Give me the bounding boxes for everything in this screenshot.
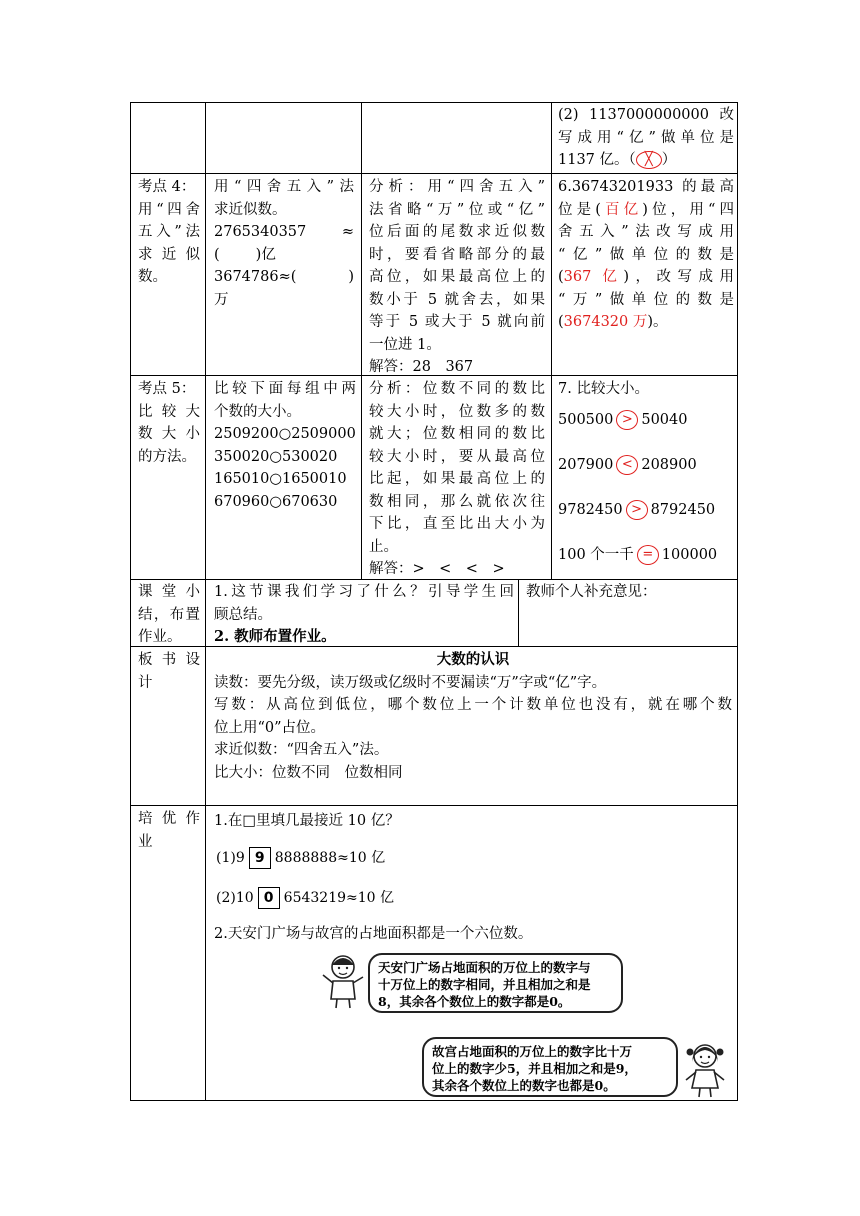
bubble-line: 8，其余各个数位上的数字都是0。 xyxy=(378,994,571,1009)
board-content xyxy=(214,649,732,784)
label-line: 计 xyxy=(138,674,153,691)
label-line: 五入”法 xyxy=(138,224,200,240)
text-span: 8792450 xyxy=(650,501,716,518)
text-span: ( xyxy=(214,246,220,263)
text-line: 舍五入”法改写成用 xyxy=(558,224,734,240)
extra-q1 xyxy=(214,810,714,833)
row5-content xyxy=(214,378,356,513)
label-line: 培优作 xyxy=(138,811,200,827)
text-span: 6543219≈10 亿 xyxy=(283,890,395,906)
text-line: 用“四舍五入”法 xyxy=(214,179,354,195)
label-line: 考点 4： xyxy=(138,179,196,195)
text-line: 比起，如果最高位上的 xyxy=(369,471,545,487)
text-line: 求近似数：“四舍五入”法。 xyxy=(214,742,389,758)
text-line: 位上用“0”占位。 xyxy=(214,719,326,736)
text-line xyxy=(558,266,734,289)
text-line: 教师个人补充意见： xyxy=(526,584,657,600)
bubble-line: 十万位上的数字相同，并且相加之和是 xyxy=(378,977,591,992)
bubble-line: 位上的数字少5，并且相加之和是9， xyxy=(432,1061,637,1076)
bubble-line: 其余各个数位上的数字也都是0。 xyxy=(432,1078,616,1093)
text-span: 8888888≈10 亿 xyxy=(274,850,386,866)
answer-box: 0 xyxy=(258,887,280,909)
text-span: 2765340357 xyxy=(214,224,307,240)
text-line: “亿”做单位的数是 xyxy=(558,246,734,263)
bubble-line: 故宫占地面积的万位上的数字比十万 xyxy=(432,1044,633,1059)
row5-exercise xyxy=(558,378,734,578)
text-line: 高位，如果最高位上的 xyxy=(369,269,545,285)
answer-box: 9 xyxy=(249,847,271,869)
text-line: 时，要看省略部分的最 xyxy=(369,246,545,263)
compare-item xyxy=(558,533,734,578)
text-line: 350020○530020 xyxy=(214,448,338,465)
text-line: 就大；位数相同的数比 xyxy=(369,426,545,442)
label-line: 数。 xyxy=(138,269,167,285)
text-line: (2) 1137000000000 改 xyxy=(558,107,734,123)
label-line: 求近似 xyxy=(138,246,200,263)
text-span: ≈ xyxy=(341,224,354,240)
row4-analysis xyxy=(369,176,545,379)
cross-mark-icon: ╳ xyxy=(636,151,662,169)
text-line: 一位进 1。 xyxy=(369,336,441,353)
text-span: 100000 xyxy=(661,546,718,563)
summary-label xyxy=(138,581,200,649)
answer-sign: = xyxy=(637,545,659,565)
text-line: 比较下面每组中两 xyxy=(214,381,356,397)
text-line xyxy=(214,266,354,289)
teacher-notes xyxy=(526,581,734,604)
text-line: 1.这节课我们学习了什么？引导学生回 xyxy=(214,584,514,600)
compare-item xyxy=(558,398,734,443)
text-line: 写数：从高位到低位，哪个数位上一个计数单位也没有，就在哪个数 xyxy=(214,697,732,713)
speech-bubble-girl xyxy=(422,1037,678,1097)
row-top-exercise xyxy=(558,104,734,172)
label-line: 业 xyxy=(138,833,153,850)
text-span: )位，用“四 xyxy=(642,201,734,218)
text-span: ) xyxy=(348,269,354,285)
text-span: 3674786≈( xyxy=(214,269,297,285)
text-line: 写成用“亿”做单位是 xyxy=(558,129,734,146)
text-line: 等于 5 或大于 5 就向前 xyxy=(369,314,545,330)
text-line xyxy=(214,244,354,267)
text-line: 2. 教师布置作业。 xyxy=(214,628,336,645)
text-line: 解答：> < < > xyxy=(369,561,505,577)
label-line: 考点 5： xyxy=(138,381,196,397)
compare-item xyxy=(558,443,734,488)
text-line xyxy=(558,311,734,334)
text-line: 分析：位数不同的数比 xyxy=(369,381,545,397)
label-line: 作业。 xyxy=(138,629,182,645)
board-title: 大数的认识 xyxy=(436,651,510,668)
label-line: 课堂小 xyxy=(138,584,200,600)
text-span: ( xyxy=(558,269,564,285)
text-line: 求近似数。 xyxy=(214,201,287,218)
boy-figure-icon xyxy=(318,951,368,1009)
text-line: 数小于 5 就舍去，如果 xyxy=(369,291,545,308)
text-line xyxy=(558,149,734,172)
text-span: 9782450 xyxy=(558,501,623,518)
summary-content xyxy=(214,581,514,649)
answer-sign: > xyxy=(626,500,648,520)
q1-part2 xyxy=(216,887,394,909)
text-line: 670960○670630 xyxy=(214,493,338,510)
text-line: 个数的大小。 xyxy=(214,403,301,420)
answer-text: 百亿 xyxy=(600,201,643,218)
text-span: ） xyxy=(661,152,677,168)
text-span: 位是( xyxy=(558,201,601,218)
compare-item xyxy=(558,488,734,533)
text-span: )。 xyxy=(647,314,668,330)
text-line: “万”做单位的数是 xyxy=(558,291,734,308)
text-line: 数相同，那么就依次往 xyxy=(369,493,545,510)
text-span: 50040 xyxy=(641,411,688,428)
text-span: (2)10 xyxy=(216,890,254,906)
text-line xyxy=(214,221,354,244)
text-span: )，改写成用 xyxy=(623,269,734,285)
text-line xyxy=(558,199,734,222)
row5-label xyxy=(138,378,200,468)
extra-q2 xyxy=(214,923,714,946)
text-line: 下比，直至比出大小为 xyxy=(369,516,545,532)
text-line: 165010○1650010 xyxy=(214,471,347,487)
extra-label xyxy=(138,808,200,853)
label-line: 结，布置 xyxy=(138,606,200,623)
text-line: 较大小时，要从最高位 xyxy=(369,448,545,465)
label-line: 的方法。 xyxy=(138,448,196,465)
bubble-line: 天安门广场占地面积的万位上的数字与 xyxy=(378,960,591,975)
text-line: 2.天安门广场与故宫的占地面积都是一个六位数。 xyxy=(214,926,533,942)
label-line: 板书设 xyxy=(138,652,200,668)
text-line: 6.36743201933 的最高 xyxy=(558,179,734,195)
text-line: 解答：28 367 xyxy=(369,359,474,375)
text-line: 顾总结。 xyxy=(214,606,272,623)
text-line: 7. 比较大小。 xyxy=(558,381,649,397)
text-line: 法省略“万”位或“亿” xyxy=(369,201,545,218)
text-span: ( xyxy=(558,314,564,330)
answer-text: 367 亿 xyxy=(563,269,624,285)
text-span: 208900 xyxy=(641,456,697,473)
row5-analysis xyxy=(369,378,545,581)
q1-part1 xyxy=(216,847,385,869)
text-line: 读数：要先分级，读万级或亿级时不要漏读“万”字或“亿”字。 xyxy=(214,674,607,691)
text-line: 止。 xyxy=(369,538,398,555)
text-line: 位后面的尾数求近似数 xyxy=(369,224,545,240)
text-span: 100 个一千 xyxy=(558,546,634,563)
text-span: (1)9 xyxy=(216,850,245,866)
text-span: 1137 亿。（ xyxy=(558,152,636,168)
row4-content xyxy=(214,176,354,311)
answer-text: 3674320 万 xyxy=(563,314,648,330)
text-span: 500500 xyxy=(558,411,614,428)
answer-sign: > xyxy=(616,410,638,430)
text-span: 207900 xyxy=(558,456,614,473)
label-line: 用“四舍 xyxy=(138,201,200,218)
text-line: 2509200○2509000 xyxy=(214,426,356,442)
text-line: 1.在□里填几最接近 10 亿？ xyxy=(214,813,400,829)
board-label xyxy=(138,649,200,694)
label-line: 数大小 xyxy=(138,426,200,442)
text-span: )亿 xyxy=(255,246,276,263)
row4-label xyxy=(138,176,200,289)
text-line: 万 xyxy=(214,291,229,308)
speech-bubble-boy xyxy=(368,953,623,1013)
girl-figure-icon xyxy=(680,1040,730,1098)
text-line: 比大小：位数不同 位数相同 xyxy=(214,764,403,781)
label-line: 比较大 xyxy=(138,403,200,420)
answer-sign: < xyxy=(616,455,638,475)
row4-exercise xyxy=(558,176,734,334)
text-line: 分析：用“四舍五入” xyxy=(369,179,545,195)
text-line: 较大小时，位数多的数 xyxy=(369,403,545,420)
